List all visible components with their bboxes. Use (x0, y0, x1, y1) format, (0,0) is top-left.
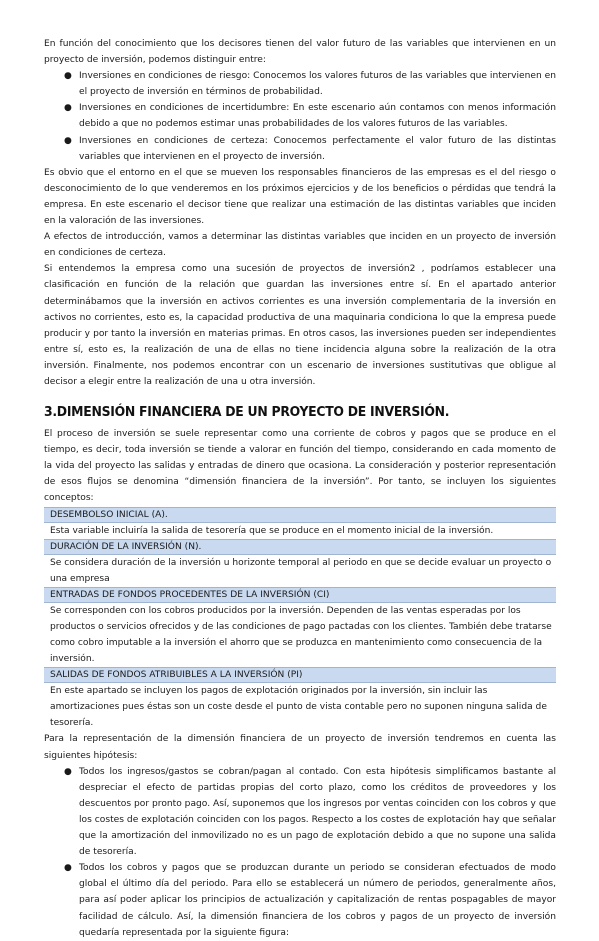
concept-text: Se considera duración de la inversión u horizonte temporal al periodo en que se decide evaluar un proyecto o una empresa (50, 557, 552, 584)
list-item: ● Todos los ingresos/gastos se cobran/pagan al contado. Con esta hipótesis simplificamos bastante al despreciar el efecto de partidas propias del corto plazo, como los créditos de proveedores y los descuentos por pronto pago. Así, suponemos que los ingresos por ventas coinciden con los cobros y que los costes de explotación coinciden con los pagos. Respecto a los costes de explotación hay que señalar que la amortización del inmovilizado no es un pago de explotación debido a que no supone una salida de tesorería. (44, 764, 556, 861)
list-item: ● Inversiones en condiciones de riesgo: Conocemos los valores futuros de las variables que intervienen en el proyecto de inversión en términos de probabilidad. (44, 68, 556, 100)
bullet-icon: ● (64, 766, 72, 777)
concept-heading: ENTRADAS DE FONDOS PROCEDENTES DE LA INVERSIÓN (CI) (44, 587, 556, 603)
section-heading: 3.DIMENSIÓN FINANCIERA DE UN PROYECTO DE INVERSIÓN. (44, 404, 450, 421)
risk-types-list (44, 68, 556, 165)
hypotheses-list (44, 764, 556, 941)
concept-block (44, 539, 556, 587)
body-paragraph: Es obvio que el entorno en el que se mueven los responsables financieros de las empresas es el del riesgo o desconocimiento de lo que venderemos en los próximos ejercicios y de los beneficios o pérdidas que tendrá la empresa. En este escenario el decisor tiene que realizar una estimación de las distintas variables que inciden en la valoración de las inversiones. (44, 167, 556, 227)
body-paragraph: Para la representación de la dimensión financiera de un proyecto de inversión tendremos en cuenta las siguientes hipótesis: (44, 734, 556, 761)
body-paragraph: A efectos de introducción, vamos a determinar las distintas variables que inciden en un proyecto de inversión en condiciones de certeza. (44, 232, 556, 259)
concept-block (44, 587, 556, 667)
list-item: ● Inversiones en condiciones de incertidumbre: En este escenario aún contamos con menos información debido a que no podemos estimar unas probabilidades de los valores futuros de las variables. (44, 100, 556, 132)
body-paragraph: El proceso de inversión se suele representar como una corriente de cobros y pagos que se produce en el tiempo, es decir, toda inversión se tiende a valorar en función del tiempo, considerando en cada momento de la vida del proyecto las salidas y entradas de dinero que ocasiona. La consideración y posterior representación de esos flujos se denomina “dimensión financiera de la inversión”. Por tanto, se incluyen los siguientes conceptos: (44, 429, 556, 504)
concept-text: Esta variable incluiría la salida de tesorería que se produce en el momento inicial de la inversión. (50, 525, 494, 536)
concept-heading: SALIDAS DE FONDOS ATRIBUIBLES A LA INVERSIÓN (PI) (44, 667, 556, 683)
document-page (44, 36, 556, 941)
list-item: ● Todos los cobros y pagos que se produzcan durante un periodo se consideran efectuados de modo global el último día del periodo. Para ello se establecerá un número de periodos, generalmente años, para así poder aplicar los principios de actualización y capitalización de rentas pospagables de mayor facilidad de cálculo. Así, la dimensión financiera de los cobros y pagos de un proyecto de inversión quedaría representada por la siguiente figura: (44, 860, 556, 940)
body-paragraph: Si entendemos la empresa como una sucesión de proyectos de inversión2 , podríamos establecer una clasificación en función de la relación que guardan las inversiones entre sí. En el apartado anterior determinábamos que la inversión en activos corrientes es una inversión complementaria de la inversión en activos no corrientes, esto es, la capacidad productiva de una maquinaria condiciona lo que la empresa puede producir y por tanto la inversión en materias primas. En otros casos, las inversiones pueden ser independientes entre sí, esto es, la realización de una de ellas no tiene incidencia alguna sobre la realización de la otra inversión. Finalmente, nos podemos encontrar con un escenario de inversiones sustitutivas que obligue al decisor a elegir entre la realización de una u otra inversión. (44, 264, 556, 387)
concept-block (44, 667, 556, 731)
list-item: ● Inversiones en condiciones de certeza: Conocemos perfectamente el valor futuro de las distintas variables que intervienen en el proyecto de inversión. (44, 133, 556, 165)
bullet-icon: ● (64, 71, 72, 82)
concept-text: En este apartado se incluyen los pagos de explotación originados por la inversión, sin incluir las amortizaciones pues éstas son un coste desde el punto de vista contable pero no suponen ninguna salida de tesorería. (50, 686, 547, 729)
bullet-icon: ● (64, 103, 72, 114)
concept-block (44, 507, 556, 539)
concept-text: Se corresponden con los cobros producidos por la inversión. Dependen de las ventas esperadas por los productos o servicios ofrecidos y de las condiciones de pago pactadas con los clientes. También debe tratarse como cobro imputable a la inversión el ahorro que se produzca en mantenimiento como consecuencia de la inversión. (50, 605, 552, 665)
intro-paragraph: En función del conocimiento que los decisores tienen del valor futuro de las variables que intervienen en un proyecto de inversión, podemos distinguir entre: (44, 39, 556, 66)
bullet-icon: ● (64, 135, 72, 146)
concept-heading: DESEMBOLSO INICIAL (A). (44, 507, 556, 523)
concept-heading: DURACIÓN DE LA INVERSIÓN (N). (44, 539, 556, 555)
bullet-icon: ● (64, 863, 72, 874)
